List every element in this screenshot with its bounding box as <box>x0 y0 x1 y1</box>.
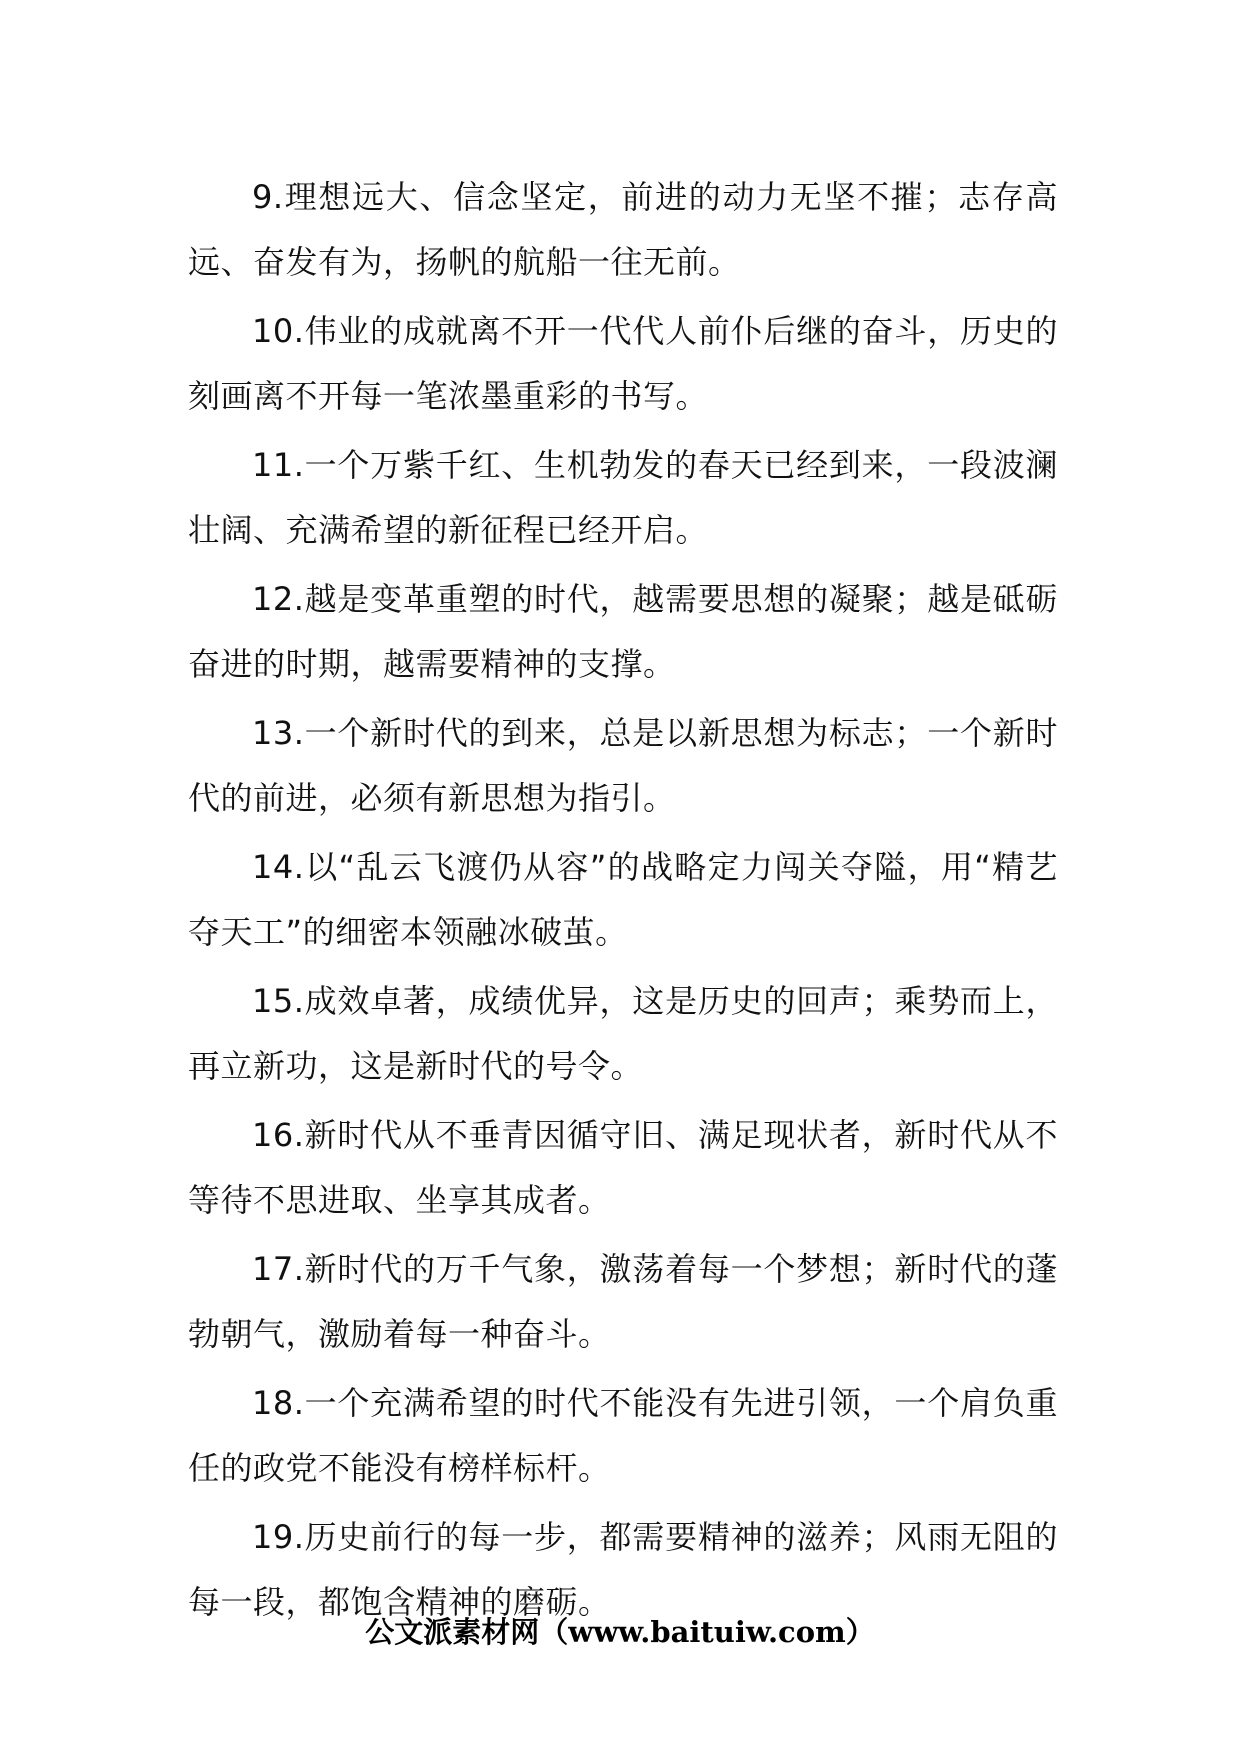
footer-source-label: 公文派素材网（www.baituiw.com） <box>365 1615 875 1649</box>
paragraph-12: 12.越是变革重塑的时代，越需要思想的凝聚；越是砥砺奋进的时期，越需要精神的支撑。 <box>188 580 1058 683</box>
paragraph-17: 17.新时代的万千气象，激荡着每一个梦想；新时代的蓬勃朝气，激励着每一种奋斗。 <box>188 1250 1058 1353</box>
paragraph-14: 14.以“乱云飞渡仍从容”的战略定力闯关夺隘，用“精艺夺天工”的细密本领融冰破茧。 <box>188 848 1058 951</box>
paragraph-9: 9.理想远大、信念坚定，前进的动力无坚不摧；志存高远、奋发有为，扬帆的航船一往无前。 <box>188 178 1058 281</box>
paragraph-15: 15.成效卓著，成绩优异，这是历史的回声；乘势而上，再立新功，这是新时代的号令。 <box>188 982 1058 1085</box>
paragraph-13: 13.一个新时代的到来，总是以新思想为标志；一个新时代的前进，必须有新思想为指引。 <box>188 714 1058 817</box>
paragraph-16: 16.新时代从不垂青因循守旧、满足现状者，新时代从不等待不思进取、坐享其成者。 <box>188 1116 1058 1219</box>
paragraph-11: 11.一个万紫千红、生机勃发的春天已经到来，一段波澜壮阔、充满希望的新征程已经开启。 <box>188 446 1058 549</box>
document-body <box>188 165 1058 1639</box>
paragraph-18: 18.一个充满希望的时代不能没有先进引领，一个肩负重任的政党不能没有榜样标杆。 <box>188 1384 1058 1487</box>
paragraph-19: 19.历史前行的每一步，都需要精神的滋养；风雨无阻的每一段，都饱含精神的磨砺。 <box>188 1518 1058 1621</box>
paragraph-10: 10.伟业的成就离不开一代代人前仆后继的奋斗，历史的刻画离不开每一笔浓墨重彩的书写。 <box>188 312 1058 415</box>
